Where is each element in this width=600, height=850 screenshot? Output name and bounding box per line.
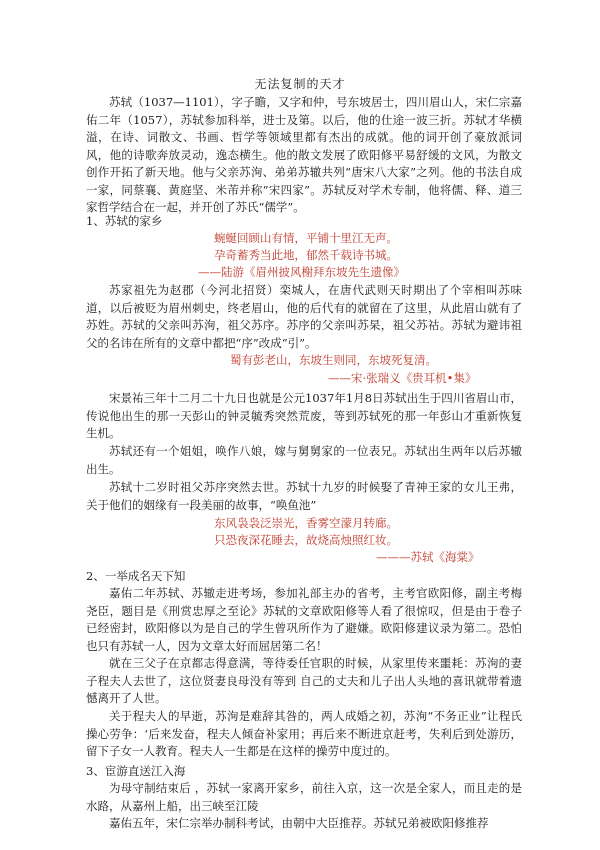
- section-1-heading: 1、苏轼的家乡: [86, 214, 163, 228]
- poem-3-line-2: 只恐夜深花睡去，故烧高烛照红妆。: [214, 533, 398, 547]
- section-1-paragraph-2: 宋景祐三年十二月二十九日也就是公元1037年1月8日苏轼出生于四川省眉山市，传说他出生的那一天彭山的钟灵毓秀突然荒废，等到苏轼死的那一年彭山才重新恢复生机。: [86, 391, 522, 440]
- intro-paragraph: 苏轼（1037—1101），字子瞻，又字和仲，号东坡居士，四川眉山人，宋仁宗嘉佑二年（1057），苏轼参加科举，进士及第。以后，他的仕途一波三折。苏轼才华横溢，在诗、词散文、书画、哲学等领域里都有杰出的成就。他的词开创了豪放派词风，他的诗歌奔放灵动，逸态横生。他的散文发展了欧阳修平易舒缓的文风，为散文创作开拓了新天地。他与父亲苏洵、弟弟苏辙共列“唐宋八大家”之列。他的书法自成一家，同蔡襄、黄庭坚、米芾并称“宋四家”。苏轼反对学术专制，他将儒、释、道三家哲学结合在一起，并开创了苏氏“儒学”。: [86, 95, 522, 214]
- section-2-paragraph-3: 关于程夫人的早逝，苏洵是难辞其咎的，两人成婚之初，苏洵“不务正业”让程氏操心劳争：‘后来发奋，程夫人倾奋补家用；再后来不断进京赶考，失利后到处游历，留下子女一人教育。程夫人一生都是在这样的操劳中度过的。: [86, 709, 522, 758]
- poem-1-line-1: 蜿蜒回顾山有情，平铺十里江无声。: [214, 231, 398, 245]
- section-3-heading: 3、宦游直送江入海: [86, 764, 186, 778]
- section-2-heading: 2、一举成名天下知: [86, 569, 186, 583]
- section-1-paragraph-1: 苏家祖先为赵郡（今河北招贤）栾城人，在唐代武则天时期出了个宰相叫苏味道，以后被贬为眉州刺史，终老眉山，他的后代有的就留在了这里，从此眉山就有了苏姓。苏轼的父亲叫苏洵，祖父苏序。苏序的父亲叫苏杲，祖父苏祜。苏轼为避讳祖父的名讳在所有的文章中都把“序”改成“引”。: [86, 283, 522, 350]
- section-2-paragraph-1: 嘉佑二年苏轼、苏辙走进考场，参加礼部主办的省考，主考官欧阳修，副主考梅尧臣，题目是《刑赏忠厚之至论》苏轼的文章欧阳修等人看了很惊叹，但是由于卷子已经密封，欧阳修以为是自己的学生曾巩所作为了避嫌。欧阳修建议录为第二。恐怕也只有苏轼一人，因为文章太好而屈居第二名！: [86, 586, 522, 653]
- poem-2-attribution: ——宋·张瑞义《贵耳机•集》: [328, 371, 477, 385]
- section-3-paragraph-2: 嘉佑五年，宋仁宗举办制科考试，由朝中大臣推荐。苏轼兄弟被欧阳修推荐: [109, 816, 489, 830]
- poem-2-line: 蜀有彭老山，东坡生则同，东坡死复清。: [230, 353, 437, 367]
- poem-3-attribution: ———苏轼《海棠》: [376, 550, 480, 564]
- poem-3-line-1: 东风袅袅泛崇光，香雾空濛月转廊。: [214, 516, 398, 530]
- page-title: 无法复制的天才: [254, 77, 346, 91]
- section-3-paragraph-1: 为母守制结束后 ，苏轼一家离开家乡，前往入京，这一次是全家人，而且走的是水路，从嘉州上船，出三峡至江陵: [86, 781, 522, 813]
- section-1-paragraph-4: 苏轼十二岁时祖父苏序突然去世。苏轼十九岁的时候娶了青神王家的女儿王弗，关于他们的姻缘有一段美丽的故事，“唤鱼池”: [86, 480, 522, 512]
- poem-1-line-2: 孕奇蓄秀当此地，郁然千载诗书城。: [214, 248, 398, 262]
- section-2-paragraph-2: 就在三父子在京都志得意满，等待委任官职的时候，从家里传来噩耗：苏洵的妻子程夫人去世了，这位贤妻良母没有等到 自己的丈夫和儿子出人头地的喜讯就带着遗憾离开了人世。: [86, 656, 522, 705]
- section-1-paragraph-3: 苏轼还有一个姐姐，唤作八娘，嫁与舅舅家的一位表兄。苏轼出生两年以后苏辙出生。: [86, 444, 522, 476]
- poem-1-attribution: ——陆游《眉州披风榭拜东坡先生遗像》: [198, 265, 405, 279]
